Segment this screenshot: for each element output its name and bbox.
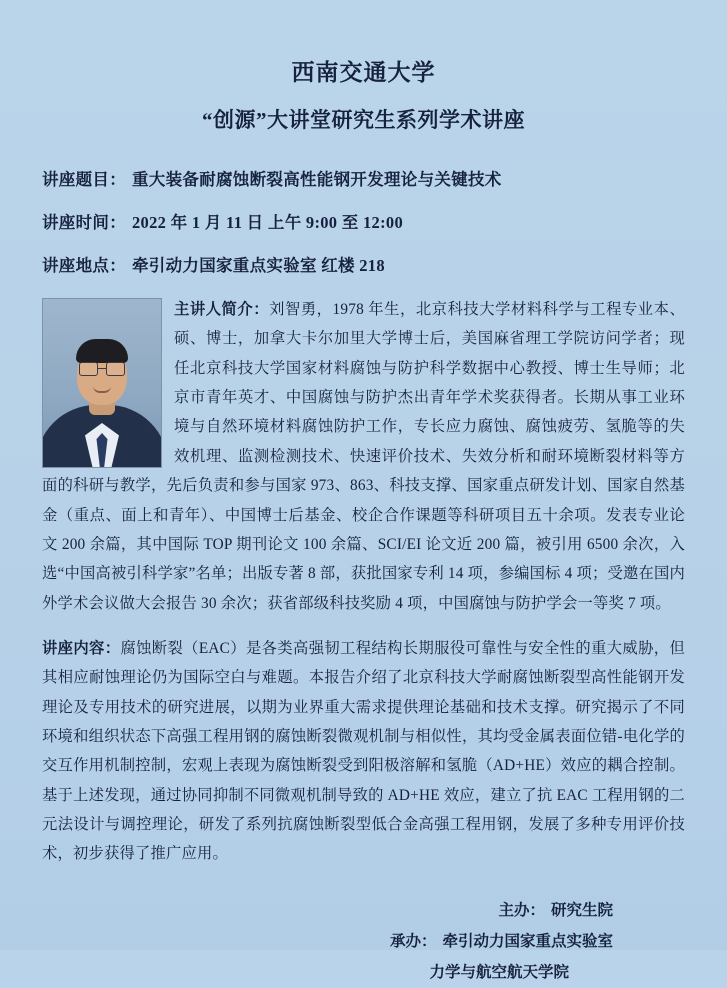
meta-value-time: 2022 年 1 月 11 日 上午 9:00 至 12:00 [132,213,404,232]
footer-row-organizer [42,895,613,926]
lecture-abstract-label: 讲座内容： [42,639,121,657]
footer-value-co-organizer: 牵引动力国家重点实验室 [442,932,613,950]
lecture-meta [42,166,685,276]
footer-label-co-organizer: 承办： [389,932,437,950]
lecture-abstract-text: 腐蚀断裂（EAC）是各类高强韧工程结构长期服役可靠性与安全性的重大威胁，但其相应耐蚀理论仍为国际空白与难题。本报告介绍了北京科技大学耐腐蚀断裂型高性能钢开发理论及专用技术的研究进展，以期为业界重大需求提供理论基础和技术支撑。研究揭示了不同环境和组织状态下高强工程用钢的腐蚀断裂微观机制与相似性，其均受金属表面位错-电化学的交互作用机制控制，宏观上表现为腐蚀断裂受到阳极溶解和氢脆（AD+HE）效应的耦合控制。基于上述发现，通过协同抑制不同微观机制导致的 AD+HE 效应，建立了抗 EAC 工程用钢的二元法设计与调控理论，研发了系列抗腐蚀断裂型低合金高强工程用钢，发展了多种专用评价技术，初步获得了推广应用。 [42,639,685,863]
footer-row-co-organizer [42,926,613,957]
university-title: 西南交通大学 [291,60,436,85]
poster-footer [42,895,685,988]
meta-row-topic [42,166,685,190]
meta-row-location [42,252,685,276]
meta-label-topic: 讲座题目： [42,170,126,189]
footer-row-co-organizer-second [42,957,613,988]
meta-value-location: 牵引动力国家重点实验室 红楼 218 [132,256,385,275]
lecture-abstract [42,634,685,869]
poster-header [42,56,685,136]
glasses-icon [79,362,125,375]
footer-label-organizer: 主办： [498,901,545,919]
footer-value-organizer: 研究生院 [550,901,613,919]
meta-value-topic: 重大装备耐腐蚀断裂高性能钢开发理论与关键技术 [132,170,502,189]
content-section [42,634,685,869]
meta-label-location: 讲座地点： [42,256,126,275]
portrait-hair [76,339,128,363]
speaker-section [42,295,685,618]
speaker-portrait [42,298,162,468]
lecture-series-title: “创源”大讲堂研究生系列学术讲座 [202,107,525,132]
speaker-bio-label: 主讲人简介： [174,301,270,318]
meta-label-time: 讲座时间： [42,213,126,232]
meta-row-time [42,209,685,233]
footer-value-co-organizer-second: 力学与航空航天学院 [429,963,569,981]
speaker-bio-text: 刘智勇，1978 年生，北京科技大学材料科学与工程专业本、硕、博士，加拿大卡尔加里大学博士后，美国麻省理工学院访问学者；现任北京科技大学国家材料腐蚀与防护科学数据中心教授、博士生导师；北京市青年英才、中国腐蚀与防护杰出青年学术奖获得者。长期从事工业环境与自然环境材料腐蚀防护工作，专长应力腐蚀、腐蚀疲劳、氢脆等的失效机理、监测检测技术、快速评价技术、失效分析和耐环境断裂材料等方面的科研与教学，先后负责和参与国家 973、863、科技支撑、国家重点研发计划、国家自然基金（重点、面上和青年）、中国博士后基金、校企合作课题等科研项目五十余项。发表专业论文 200 余篇，其中国际 TOP 期刊论文 100 余篇、SCI/EI 论文近 200 篇，被引用 6500 余次，入选“中国高被引科学家”名单；出版专著 8 部，获批国家专利 14 项，参编国标 4 项；受邀在国内外学术会议做大会报告 30 余次；获省部级科技奖励 4 项，中国腐蚀与防护学会一等奖 7 项。 [42,301,685,612]
